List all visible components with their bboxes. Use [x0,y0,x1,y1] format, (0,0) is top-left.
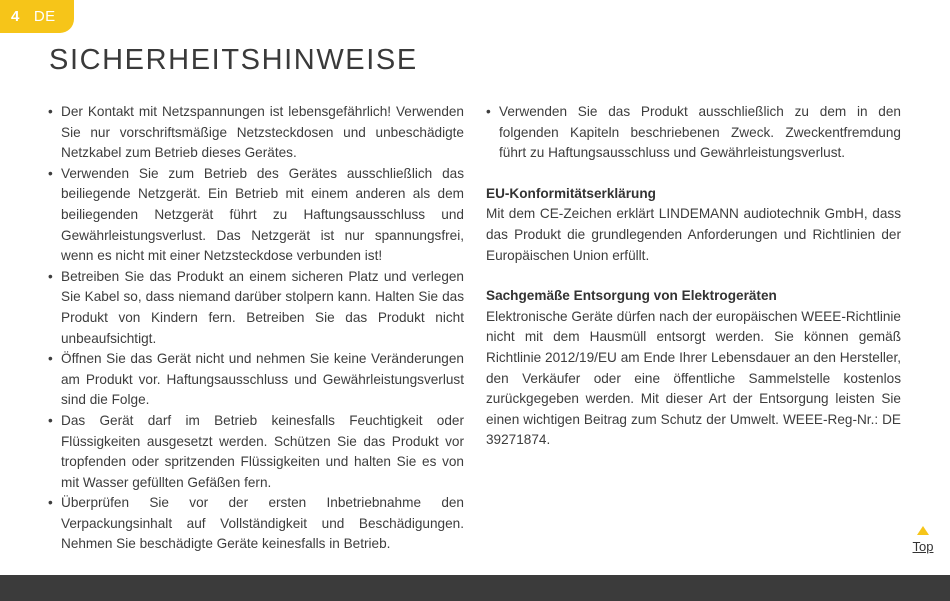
list-item: • Betreiben Sie das Produkt an einem sicheren Platz und verlegen Sie Kabel so, dass niemand darüber stolpern kann. Halten Sie das Produkt von Kindern fern. Betreiben Sie das Produkt nicht unbeaufsichtigt. [48,267,464,349]
list-item: • Das Gerät darf im Betrieb keinesfalls Feuchtigkeit oder Flüssigkeiten ausgesetzt werden. Schützen Sie das Produkt vor tropfenden oder spritzenden Flüssigkeiten und halten Sie es von mit Wasser gefüllten Gefäßen fern. [48,411,464,493]
list-item: • Der Kontakt mit Netzspannungen ist lebensgefährlich! Verwenden Sie nur vorschriftsmäßige Netzsteckdosen und unbeschädigte Netzkabel zum Betrieb dieses Gerätes. [48,102,464,164]
list-item: • Überprüfen Sie vor der ersten Inbetriebnahme den Verpackungsinhalt auf Vollständigkeit und Beschädigungen. Nehmen Sie beschädigte Geräte keinesfalls in Betrieb. [48,493,464,555]
page-title: SICHERHEITSHINWEISE [49,44,418,76]
top-link-label: Top [912,539,934,554]
list-item: • Verwenden Sie zum Betrieb des Gerätes ausschließlich das beiliegende Netzgerät. Ein Betrieb mit einem anderen als dem beiliegenden Netzgerät führt zu Haftungsausschluss und Gewährleistungsverlust. Das Netzgerät ist nur spannungsfrei, wenn es nicht mit einer Netzsteckdose verbunden ist! [48,164,464,267]
eu-conformity-text: Mit dem CE-Zeichen erklärt LINDEMANN audiotechnik GmbH, dass das Produkt die grundlegenden Anforderungen und Richtlinien der Europäischen Union erfüllt. [486,206,901,263]
page-number: 4 [11,8,20,25]
eu-conformity-heading: EU-Konformitätserklärung [486,185,656,201]
disposal-text: Elektronische Geräte dürfen nach der europäischen WEEE-Richtlinie nicht mit dem Hausmüll entsorgt werden. Sie können gemäß Richtlinie 2012/19/EU am Ende Ihrer Lebensdauer an den Hersteller, den Verkäufer oder eine öffentliche Sammelstelle kostenlos zurückgegeben werden. Mit dieser Art der Entsorgung leisten Sie einen wichtigen Beitrag zum Schutz der Umwelt. WEEE-Reg-Nr.: DE 39271874. [486,308,901,448]
footer-bar [0,575,950,601]
list-item: • Öffnen Sie das Gerät nicht und nehmen Sie keine Veränderungen am Produkt vor. Haftungsausschluss und Gewährleistungsverlust sind die Folge. [48,349,464,411]
arrow-up-icon [917,526,929,535]
safety-bullet-list [48,102,464,555]
language-code: DE [33,8,56,25]
left-column [48,102,464,555]
disposal-heading: Sachgemäße Entsorgung von Elektrogeräten [486,288,777,304]
list-item: • Verwenden Sie das Produkt ausschließlich zu dem in den folgenden Kapiteln beschriebenen Zweck. Zweckentfremdung führt zu Haftungsausschluss und Gewährleistungsverlust. [486,102,901,164]
right-column [486,102,901,451]
page-tab [0,0,74,33]
top-link[interactable] [908,526,938,554]
usage-bullet-list [486,102,901,164]
